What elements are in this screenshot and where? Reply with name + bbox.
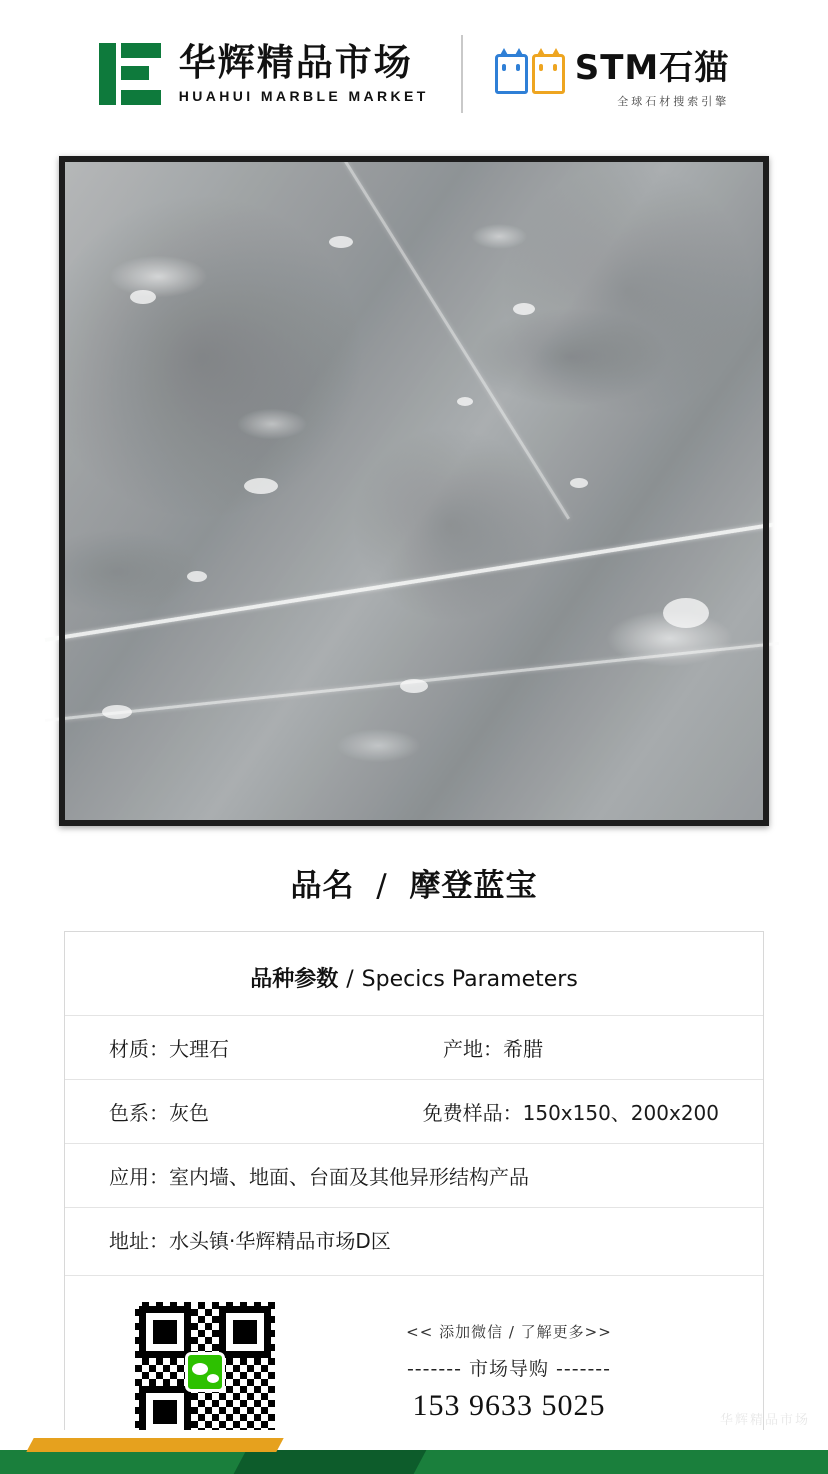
spec-card-title bbox=[65, 932, 763, 1015]
footer-band-gold bbox=[26, 1438, 283, 1452]
spec-key: 材质： bbox=[109, 1037, 169, 1061]
table-row bbox=[65, 1207, 763, 1271]
spec-card bbox=[64, 931, 764, 1473]
spec-key: 色系： bbox=[109, 1101, 169, 1125]
partner-block bbox=[495, 40, 730, 109]
spec-title-separator: / bbox=[346, 967, 354, 992]
wechat-qr-code[interactable] bbox=[135, 1302, 275, 1442]
contact-section bbox=[65, 1275, 763, 1450]
table-row bbox=[65, 1143, 763, 1207]
spec-cell-application bbox=[109, 1161, 719, 1190]
spec-cell-origin bbox=[385, 1033, 719, 1062]
spec-cell-material bbox=[109, 1033, 385, 1062]
table-row bbox=[65, 1079, 763, 1143]
spec-key: 应用： bbox=[109, 1165, 169, 1189]
brand-name-en: HUAHUI MARBLE MARKET bbox=[178, 87, 429, 104]
page-header bbox=[0, 0, 828, 148]
spec-value: 希腊 bbox=[503, 1037, 543, 1061]
product-name-separator: / bbox=[376, 868, 388, 904]
spec-value: 室内墙、地面、台面及其他异形结构产品 bbox=[169, 1165, 529, 1189]
brand-name-zh: 华辉精品市场 bbox=[178, 41, 413, 85]
partner-name: STM石猫 bbox=[574, 47, 730, 88]
page-title bbox=[0, 860, 828, 905]
footer-watermark: 华辉精品市场 bbox=[719, 1413, 810, 1428]
wechat-icon bbox=[185, 1352, 225, 1392]
contact-guide-label: ------- 市场导购 ------- bbox=[406, 1358, 612, 1380]
header-divider bbox=[461, 35, 463, 113]
partner-tagline: 全球石材搜索引擎 bbox=[617, 95, 730, 108]
contact-text bbox=[275, 1321, 719, 1423]
spec-value: 灰色 bbox=[169, 1101, 209, 1125]
spec-cell-sample bbox=[365, 1097, 719, 1126]
spec-key: 地址： bbox=[109, 1229, 169, 1253]
contact-phone-number[interactable]: 153 9633 5025 bbox=[412, 1389, 606, 1422]
contact-wechat-note: << 添加微信 / 了解更多>> bbox=[406, 1323, 612, 1341]
spec-cell-address bbox=[109, 1225, 719, 1254]
stone-slab-image bbox=[59, 156, 769, 826]
page-footer bbox=[0, 1430, 828, 1474]
stone-cat-icon bbox=[495, 54, 565, 94]
spec-key: 免费样品： bbox=[422, 1101, 523, 1125]
table-row bbox=[65, 1015, 763, 1079]
product-name-label: 品名 bbox=[290, 868, 355, 904]
spec-value: 150x150、200x200 bbox=[522, 1101, 719, 1125]
stone-texture bbox=[59, 156, 769, 826]
product-name-value: 摩登蓝宝 bbox=[409, 868, 538, 904]
brand-block bbox=[99, 35, 730, 113]
footer-band-dark bbox=[234, 1450, 427, 1474]
brand-text bbox=[178, 41, 429, 104]
spec-title-zh: 品种参数 bbox=[250, 967, 339, 992]
spec-key: 产地： bbox=[443, 1037, 503, 1061]
spec-title-en: Specics Parameters bbox=[361, 967, 578, 992]
huahui-logo-icon bbox=[99, 43, 161, 105]
spec-cell-color bbox=[109, 1097, 365, 1126]
spec-value: 大理石 bbox=[169, 1037, 229, 1061]
spec-value: 水头镇·华辉精品市场D区 bbox=[169, 1229, 391, 1253]
